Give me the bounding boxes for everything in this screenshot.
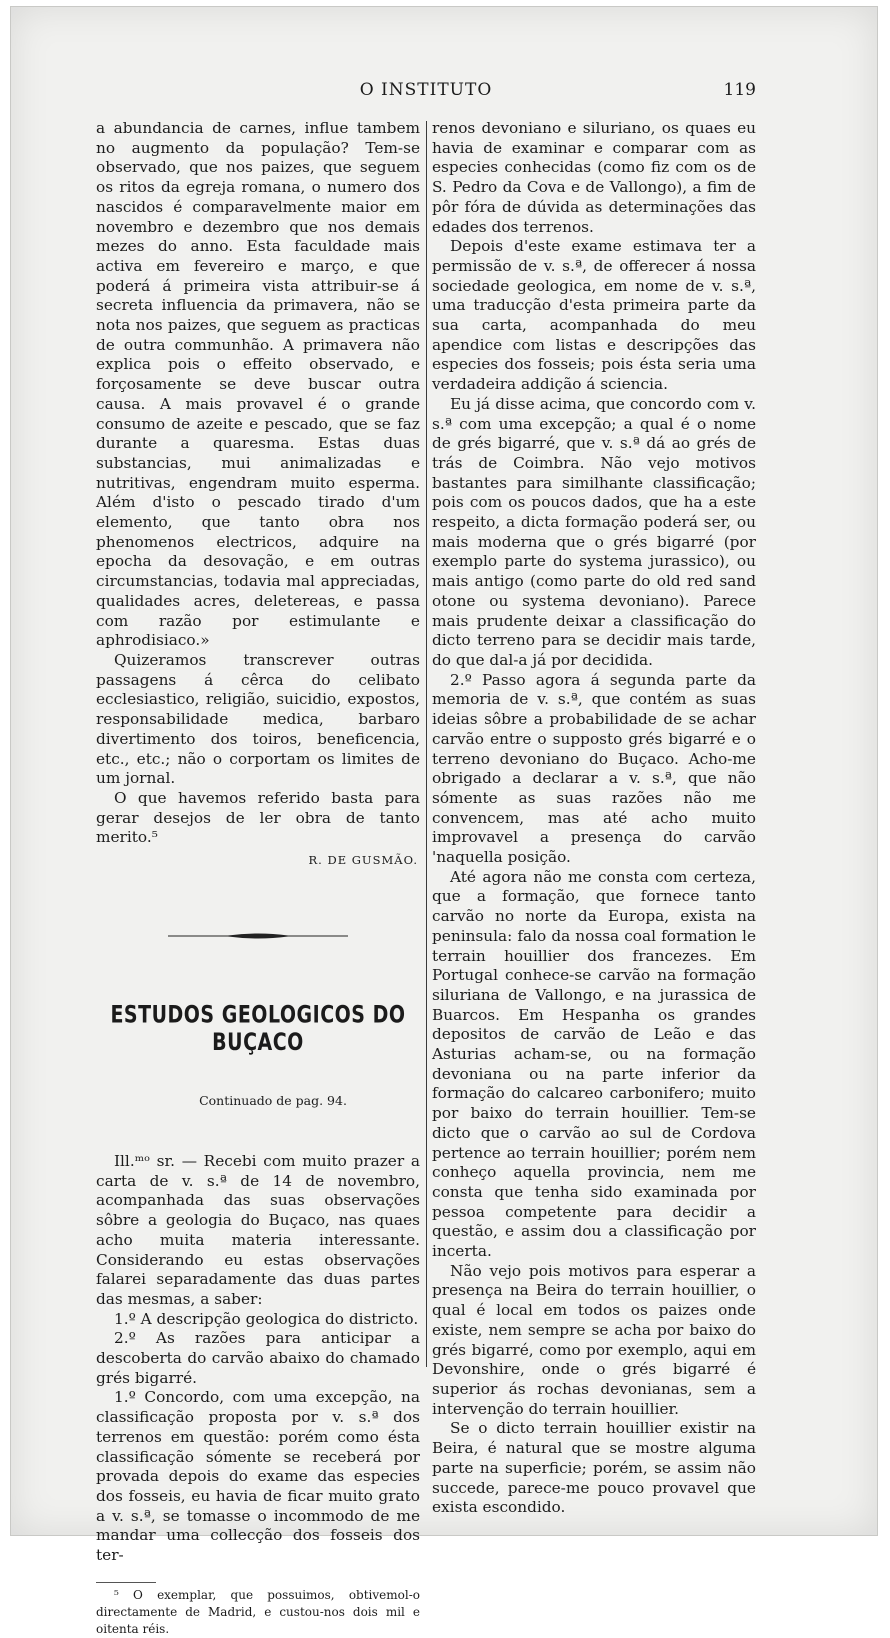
footnote: ⁵ O exemplar, que possuimos, obtivemol-o directamente de Madrid, e custou-nos dois mil e oitenta réis. [96, 1587, 420, 1636]
section-title: ESTUDOS GEOLOGICOS DO BUÇACO [110, 1001, 406, 1057]
section-divider-ornament [168, 931, 348, 941]
paragraph: Não vejo pois motivos para esperar a presença na Beira do terrain houillier, o qual é local em todos os paizes onde existe, nem sempre se acha por baixo do grés bigarré, como por exemplo, aqui em Devonshire, onde o grés bigarré é superior ás rochas devonianas, sem a intervenção do terrain houillier. [432, 1261, 756, 1418]
footnote-divider [96, 1582, 156, 1583]
right-column [432, 119, 756, 1517]
paragraph: Depois d'este exame estimava ter a permissão de v. s.ª, de offerecer á nossa sociedade geologica, em nome de v. s.ª, uma traducção d'esta primeira parte da sua carta, acompanhada do meu apendice com listas e descripções das especies dos fosseis; pois ésta seria uma verdadeira addição á sciencia. [432, 237, 756, 394]
continued-note: Continuado de pag. 94. [199, 1093, 347, 1109]
paragraph: Até agora não me consta com certeza, que a formação, que fornece tanto carvão no norte da Europa, exista na peninsula: falo da nossa coal formation le terrain houillier dos francezes. Em Portugal conhece-se carvão na formação siluriana de Vallongo, e na jurassica de Buarcos. Em Hespanha os grandes depositos de carvão de Leão e das Asturias acham-se, ou na formação devoniana ou na parte inferior da formação do calcareo carbonifero; muito por baixo do terrain houillier. Tem-se dicto que o carvão ao sul de Cordova pertence ao terrain houillier; porém nem conheço aquella provincia, nem me consta que tenha sido examinada por pessoa competente para decidir a questão, e assim dou a classificação por incerta. [432, 867, 756, 1261]
paragraph: O que havemos referido basta para gerar desejos de ler obra de tanto merito.⁵ [96, 788, 420, 847]
list-item: 1.º A descripção geologica do districto. [114, 1309, 419, 1328]
left-column [96, 119, 420, 1636]
paragraph: Se o dicto terrain houillier existir na Beira, é natural que se mostre alguma parte na superficie; porém, se assim não succede, parece-me pouco provavel que exista escondido. [432, 1419, 756, 1517]
paragraph: a abundancia de carnes, influe tambem no augmento da população? Tem-se observado, que nos paizes, que seguem os ritos da egreja romana, o numero dos nascidos é comparavelmente maior em novembro e dezembro que nos demais mezes do anno. Esta faculdade mais activa em fevereiro e março, e que poderá á primeira vista attribuir-se á secreta influencia da primavera, não se nota nos paizes, que seguem as practicas de outra communhão. A primavera não explica pois o effeito observado, e forçosamente se deve buscar outra causa. A mais provavel é o grande consumo de azeite e pescado, que se faz durante a quaresma. Estas duas substancias, mui animalizadas e nutritivas, engendram muito esperma. Além d'isto o pescado tirado d'um elemento, que tanto obra nos phenomenos electricos, adquire na epocha da desovação, e em outras circumstancias, todavia mal appreciadas, qualidades acres, deletereas, e passa com razão por estimulante e aphrodisiaco.» [96, 119, 420, 650]
paragraph: Eu já disse acima, que concordo com v. s.ª com uma excepção; a qual é o nome de grés bigarré, que v. s.ª dá ao grés de trás de Coimbra. Não vejo motivos bastantes para similhante classificação; pois com os poucos dados, que ha a este respeito, a dicta formação poderá ser, ou mais moderna que o grés bigarré (por exemplo parte do systema jurassico), ou mais antigo (como parte do old red sand otone ou systema devoniano). Parece mais prudente deixar a classificação do dicto terreno para se decidir mais tarde, do que dal-a já por decidida. [432, 394, 756, 669]
paragraph: 2.º Passo agora á segunda parte da memoria de v. s.ª, que contém as suas ideias sôbre a probabilidade de se achar carvão entre o supposto grés bigarré e o terreno devoniano do Buçaco. Acho-me obrigado a declarar a v. s.ª, que não sómente as suas razões não me convencem, mas até acho muito improvavel a presença do carvão 'naquella posição. [432, 670, 756, 867]
letter-salutation-paragraph: Ill.ᵐᵒ sr. — Recebi com muito prazer a carta de v. s.ª de 14 de novembro, acompanhada das suas observações sôbre a geologia do Buçaco, nas quaes acho muita materia interessante. Considerando eu estas observações falarei separadamente das duas partes das mesmas, a saber: [96, 1152, 420, 1308]
author-signature: R. DE GUSMÃO. [308, 853, 418, 868]
list-item: 2.º As razões para anticipar a descoberta do carvão abaixo do chamado grés bigarré. [96, 1329, 420, 1387]
paragraph: Quizeramos transcrever outras passagens á cêrca do celibato ecclesiastico, religião, suicidio, expostos, responsabilidade medica, barbaro divertimento dos toiros, beneficencia, etc., etc.; não o corportam os limites de um jornal. [96, 650, 420, 788]
paragraph: renos devoniano e siluriano, os quaes eu havia de examinar e comparar com as especies conhecidas (como fiz com os de S. Pedro da Cova e de Vallongo), a fim de pôr fóra de dúvida as determinações das edades dos terrenos. [432, 119, 756, 236]
column-rule [426, 121, 427, 1367]
paragraph: 1.º Concordo, com uma excepção, na classificação proposta por v. s.ª dos terrenos em questão: porém como ésta classificação sómente se receberá por provada depois do exame das especies dos fosseis, eu havia de ficar muito grato a v. s.ª, se tomasse o incommodo de me mandar uma collecção dos fosseis dos ter- [96, 1388, 420, 1565]
journal-title: O INSTITUTO [359, 80, 493, 100]
page-number: 119 [723, 80, 756, 100]
running-head [96, 80, 756, 104]
